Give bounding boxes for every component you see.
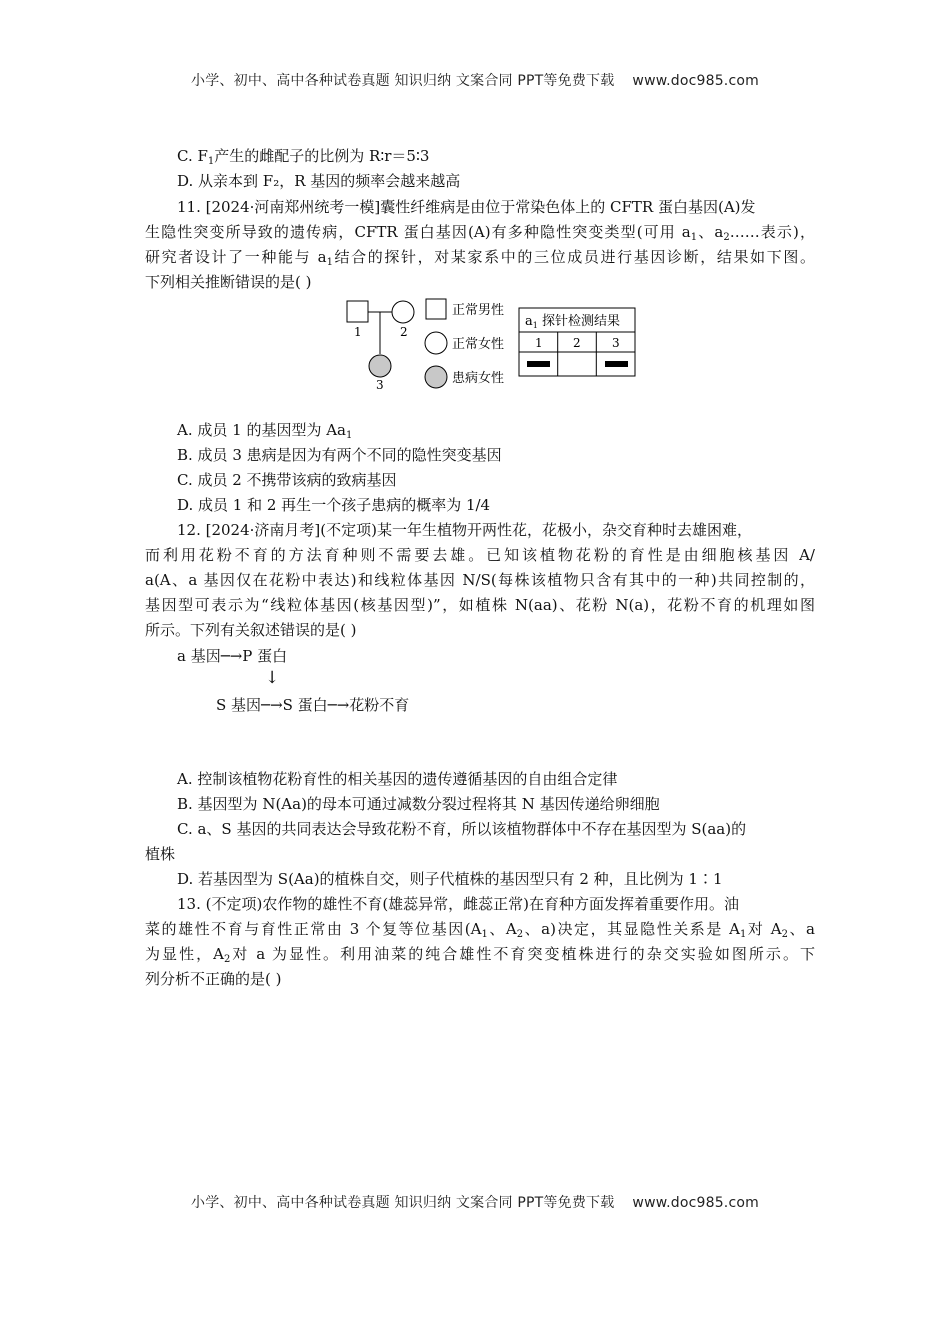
q12-option-b: B. 基因型为 N(Aa)的母本可通过减数分裂过程将其 N 基因传递给卵细胞	[177, 795, 660, 813]
q12-stem-line4: 基因型可表示为“线粒体基因(核基因型)”，如植株 N(aa)、花粉 N(a)，花粉不育的机理如图	[145, 596, 815, 614]
member-3-label: 3	[376, 378, 384, 392]
q12-stem-line5: 所示。下列有关叙述错误的是( )	[145, 621, 357, 639]
header-text: 小学、初中、高中各种试卷真题 知识归纳 文案合同 PPT等免费下载	[191, 73, 615, 89]
q11-option-d: D. 成员 1 和 2 再生一个孩子患病的概率为 1/4	[177, 496, 491, 514]
flow-down-arrow: ↓	[265, 668, 280, 688]
q11-stem-line3: 研究者设计了一种能与 $a_1$结合的探针，对某家系中的三位成员进行基因诊断，结果如下图。	[145, 248, 815, 268]
flow-s-gene-sterile: S 基因─→S 蛋白─→花粉不育	[216, 696, 410, 714]
q12-stem-line2: 而利用花粉不育的方法育种则不需要去雄。已知该植物花粉的育性是由细胞核基因 A/	[145, 546, 815, 564]
q13-stem-line2: 菜的雄性不育与育性正常由 3 个复等位基因($A_1$、$A_2$、a)决定，其显隐性关系是 $A_1$对 $A_2$、a	[145, 920, 815, 940]
q12-option-d: D. 若基因型为 S(Aa)的植株自交，则子代植株的基因型只有 2 种，且比例为 1∶1	[177, 870, 723, 888]
probe-col-3: 3	[612, 336, 620, 350]
legend-male-label: 正常男性	[452, 303, 505, 318]
q11-stem-line2: 生隐性突变所导致的遗传病，CFTR 蛋白基因(A)有多种隐性突变类型(可用 $a_1$、$a_2\dots\dots$表示)，	[145, 223, 816, 243]
probe-col-2: 2	[573, 336, 581, 350]
pedigree-figure	[340, 292, 650, 392]
member-1-label: 1	[354, 325, 362, 339]
q12-stem-line1: 12. [2024·济南月考](不定项)某一年生植物开两性花，花极小，杂交育种时去雄困难，	[177, 521, 752, 539]
flow-a-gene-p-protein: a 基因─→P 蛋白	[177, 647, 288, 665]
legend-female-label: 正常女性	[452, 337, 505, 352]
footer-text: 小学、初中、高中各种试卷真题 知识归纳 文案合同 PPT等免费下载	[191, 1195, 615, 1211]
legend-female-circle	[425, 332, 447, 354]
q11-option-c: C. 成员 2 不携带该病的致病基因	[177, 471, 397, 489]
footer-site: www.doc985.com	[632, 1195, 759, 1211]
q11-stem-line1: 11. [2024·河南郑州统考一模]囊性纤维病是由位于常染色体上的 CFTR 蛋白基因(A)发	[177, 198, 756, 216]
q13-stem-line4: 列分析不正确的是( )	[145, 970, 282, 988]
q10-option-c: C. $F_1$产生的雌配子的比例为 R∶r＝5∶3	[177, 147, 430, 167]
q10-option-d: D. 从亲本到 F₂，R 基因的频率会越来越高	[177, 172, 461, 190]
q12-option-a: A. 控制该植物花粉育性的相关基因的遗传遵循基因的自由组合定律	[177, 770, 618, 788]
probe-col-1: 1	[535, 336, 543, 350]
legend-male-square	[426, 299, 446, 319]
q11-option-b: B. 成员 3 患病是因为有两个不同的隐性突变基因	[177, 446, 502, 464]
member-2-female-circle	[392, 301, 414, 323]
probe-band-member-3	[605, 361, 628, 367]
q13-stem-line3: 为显性，$A_2$对 a 为显性。利用油菜的纯合雄性不育突变植株进行的杂交实验如图所示。下	[145, 945, 815, 965]
member-1-male-square	[347, 301, 368, 322]
legend-affected-label: 患病女性	[452, 371, 505, 386]
legend-affected-circle	[425, 366, 447, 388]
q12-stem-line3: a(A、a 基因仅在花粉中表达)和线粒体基因 N/S(每株该植物只含有其中的一种)共同控制的，	[145, 571, 815, 589]
q13-stem-line1: 13. (不定项)农作物的雄性不育(雄蕊异常，雌蕊正常)在育种方面发挥着重要作用。油	[177, 895, 740, 913]
probe-result-table	[519, 308, 635, 376]
page-footer	[0, 1192, 950, 1212]
q11-option-a: A. 成员 1 的基因型为 $Aa_1$	[177, 421, 353, 441]
member-3-affected-circle	[369, 355, 391, 377]
page-header	[0, 70, 950, 90]
q12-option-c-line2: 植株	[145, 845, 176, 863]
probe-table-title: $a_1$ 探针检测结果	[525, 314, 620, 330]
q12-option-c-line1: C. a、S 基因的共同表达会导致花粉不育，所以该植物群体中不存在基因型为 S(aa)的	[177, 820, 747, 838]
probe-band-member-1	[527, 361, 550, 367]
member-2-label: 2	[400, 325, 408, 339]
q11-stem-line4: 下列相关推断错误的是( )	[145, 273, 312, 291]
header-site: www.doc985.com	[632, 73, 759, 89]
